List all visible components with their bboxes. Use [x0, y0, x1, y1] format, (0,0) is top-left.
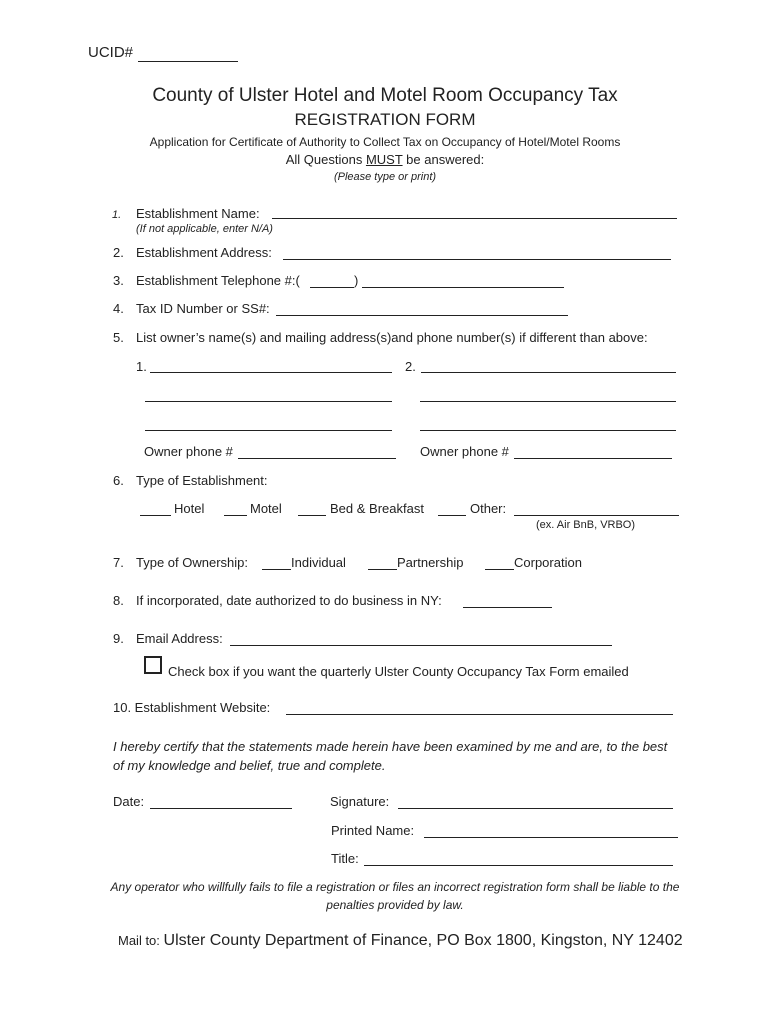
establishment-name-field[interactable]	[272, 218, 677, 219]
q9-number: 9.	[113, 631, 124, 646]
q4-label: Tax ID Number or SS#:	[136, 301, 270, 316]
option-corporation: Corporation	[514, 555, 582, 570]
q2-number: 2.	[113, 245, 124, 260]
q5-number: 5.	[113, 330, 124, 345]
q3-label: Establishment Telephone #:(	[136, 273, 300, 288]
ucid-label: UCID#	[88, 44, 134, 61]
option-hotel: Hotel	[174, 501, 205, 516]
q1-note: (If not applicable, enter N/A)	[136, 223, 273, 235]
owner2-name-field[interactable]	[421, 372, 676, 373]
bed-breakfast-blank[interactable]	[298, 515, 326, 516]
mail-to: Mail to: Ulster County Department of Finance, PO Box 1800, Kingston, NY 12402	[118, 932, 683, 949]
owner1-number: 1.	[136, 359, 147, 374]
q8-number: 8.	[113, 593, 124, 608]
q6-label: Type of Establishment:	[136, 473, 268, 488]
title-label: Title:	[331, 851, 359, 866]
q2-label: Establishment Address:	[136, 245, 272, 260]
title-field[interactable]	[364, 865, 673, 866]
date-label: Date:	[113, 794, 145, 809]
partnership-blank[interactable]	[368, 569, 397, 570]
signature-field[interactable]	[398, 808, 673, 809]
q3-paren-close: )	[354, 273, 359, 288]
q6-number: 6.	[113, 473, 124, 488]
option-partnership: Partnership	[397, 555, 464, 570]
page-title: County of Ulster Hotel and Motel Room Occupancy Tax	[152, 85, 618, 106]
owner1-address-line2[interactable]	[145, 430, 392, 431]
individual-blank[interactable]	[262, 569, 291, 570]
owner1-phone-field[interactable]	[238, 458, 396, 459]
owner2-address-line2[interactable]	[420, 430, 676, 431]
q10-label: 10. Establishment Website:	[113, 700, 271, 715]
tax-id-field[interactable]	[276, 315, 568, 316]
hotel-blank[interactable]	[140, 515, 171, 516]
owner2-phone-label: Owner phone #	[420, 444, 509, 459]
q5-label: List owner’s name(s) and mailing address(s)and phone number(s) if different than above:	[136, 330, 648, 345]
email-field[interactable]	[230, 645, 612, 646]
application-description: Application for Certificate of Authority to Collect Tax on Occupancy of Hotel/Motel Rooms	[149, 135, 621, 149]
owner1-name-field[interactable]	[150, 372, 392, 373]
incorporation-date-field[interactable]	[463, 607, 552, 608]
establishment-address-field[interactable]	[283, 259, 671, 260]
owner2-address-line1[interactable]	[420, 401, 676, 402]
other-specify-field[interactable]	[514, 515, 679, 516]
motel-blank[interactable]	[224, 515, 247, 516]
owner1-address-line1[interactable]	[145, 401, 392, 402]
website-field[interactable]	[286, 714, 673, 715]
option-other: Other:	[470, 501, 507, 516]
form-subtitle: REGISTRATION FORM	[294, 110, 476, 129]
option-bed-breakfast: Bed & Breakfast	[330, 501, 424, 516]
type-or-print-note: (Please type or print)	[333, 171, 437, 183]
q7-number: 7.	[113, 555, 124, 570]
option-motel: Motel	[250, 501, 282, 516]
q9-label: Email Address:	[136, 631, 223, 646]
other-blank[interactable]	[438, 515, 466, 516]
owner2-number: 2.	[405, 359, 416, 374]
q1-label: Establishment Name:	[136, 206, 260, 221]
printed-name-label: Printed Name:	[331, 823, 415, 838]
q1-number: 1.	[112, 209, 122, 221]
ucid-field[interactable]	[138, 61, 238, 62]
q7-label: Type of Ownership:	[136, 555, 248, 570]
other-example: (ex. Air BnB, VRBO)	[536, 519, 636, 531]
owner2-phone-field[interactable]	[514, 458, 672, 459]
owner1-phone-label: Owner phone #	[144, 444, 233, 459]
option-individual: Individual	[291, 555, 346, 570]
email-form-checkbox-label: Check box if you want the quarterly Ulster County Occupancy Tax Form emailed	[168, 664, 629, 679]
corporation-blank[interactable]	[485, 569, 514, 570]
email-form-checkbox[interactable]	[144, 656, 162, 674]
area-code-field[interactable]	[310, 287, 354, 288]
q4-number: 4.	[113, 301, 124, 316]
certification-statement: I hereby certify that the statements made herein have been examined by me and are, to the best of my knowledge and belief, true and complete.	[113, 739, 668, 773]
printed-name-field[interactable]	[424, 837, 678, 838]
date-field[interactable]	[150, 808, 292, 809]
telephone-field[interactable]	[362, 287, 564, 288]
must-answer-notice: All Questions MUST be answered:	[285, 152, 485, 167]
penalty-notice: Any operator who willfully fails to file a registration or files an incorrect registration form shall be liable to the penalties provided by law.	[110, 880, 680, 912]
q8-label: If incorporated, date authorized to do business in NY:	[136, 593, 442, 608]
q3-number: 3.	[113, 273, 124, 288]
signature-label: Signature:	[330, 794, 390, 809]
